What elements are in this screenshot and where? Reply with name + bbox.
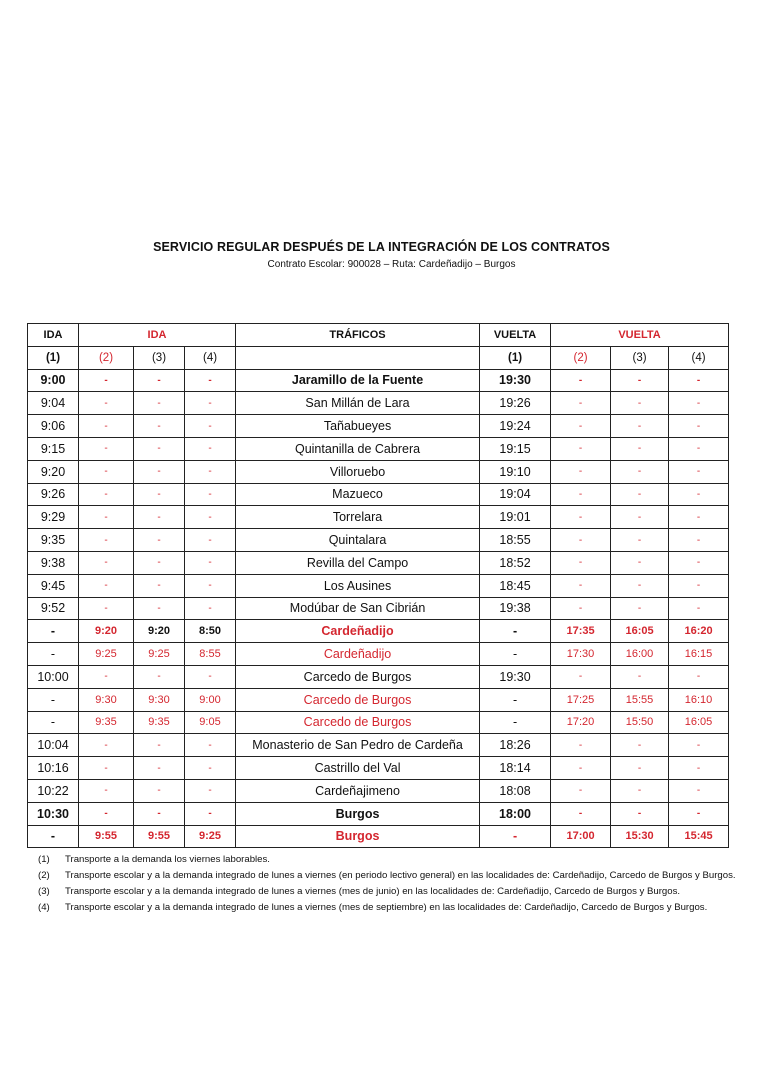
ida4-cell: - xyxy=(185,506,236,529)
vuelta4-cell: - xyxy=(669,779,729,802)
ida4-cell: - xyxy=(185,529,236,552)
vuelta3-cell: - xyxy=(611,415,669,438)
vuelta2-cell: - xyxy=(551,665,611,688)
vuelta4-cell: - xyxy=(669,574,729,597)
ida3-cell: - xyxy=(134,665,185,688)
col-vuelta-2: (2) xyxy=(551,346,611,369)
stop-cell: Carcedo de Burgos xyxy=(236,711,480,734)
ida1-cell: - xyxy=(28,620,79,643)
table-row xyxy=(28,506,729,529)
footnote-text: Transporte a la demanda los viernes laborables. xyxy=(65,854,270,865)
vuelta1-cell: 19:38 xyxy=(480,597,551,620)
ida3-cell: 9:25 xyxy=(134,643,185,666)
stop-cell: Burgos xyxy=(236,802,480,825)
vuelta2-cell: - xyxy=(551,437,611,460)
footnote-number: (4) xyxy=(38,902,50,913)
vuelta2-cell: - xyxy=(551,574,611,597)
ida1-cell: 10:04 xyxy=(28,734,79,757)
footnotes xyxy=(38,852,743,916)
ida2-cell: 9:25 xyxy=(79,643,134,666)
vuelta3-cell: - xyxy=(611,734,669,757)
ida1-cell: - xyxy=(28,643,79,666)
ida2-cell: - xyxy=(79,392,134,415)
ida1-cell: - xyxy=(28,825,79,848)
vuelta4-cell: - xyxy=(669,506,729,529)
ida2-cell: 9:55 xyxy=(79,825,134,848)
ida3-cell: - xyxy=(134,392,185,415)
vuelta3-cell: - xyxy=(611,506,669,529)
stop-cell: Jaramillo de la Fuente xyxy=(236,369,480,392)
ida4-cell: - xyxy=(185,757,236,780)
vuelta1-cell: 18:26 xyxy=(480,734,551,757)
ida4-cell: 9:05 xyxy=(185,711,236,734)
ida4-cell: - xyxy=(185,437,236,460)
col-ida-2: (2) xyxy=(79,346,134,369)
ida-header: IDA xyxy=(28,324,79,347)
ida4-cell: - xyxy=(185,415,236,438)
vuelta1-cell: 19:24 xyxy=(480,415,551,438)
vuelta4-cell: 16:05 xyxy=(669,711,729,734)
ida2-cell: - xyxy=(79,437,134,460)
ida2-cell: - xyxy=(79,597,134,620)
vuelta2-cell: 17:25 xyxy=(551,688,611,711)
vuelta3-cell: - xyxy=(611,369,669,392)
vuelta2-cell: - xyxy=(551,392,611,415)
ida4-cell: 9:00 xyxy=(185,688,236,711)
ida3-cell: 9:35 xyxy=(134,711,185,734)
vuelta3-cell: - xyxy=(611,529,669,552)
vuelta2-cell: - xyxy=(551,779,611,802)
ida1-cell: 9:52 xyxy=(28,597,79,620)
footnote-text: Transporte escolar y a la demanda integrado de lunes a viernes (mes de septiembre) en las localidades de: Cardeñadijo, Carcedo de Burgos y Burgos. xyxy=(65,902,708,913)
col-vuelta-4: (4) xyxy=(669,346,729,369)
vuelta4-cell: 16:10 xyxy=(669,688,729,711)
table-row xyxy=(28,551,729,574)
vuelta2-cell: - xyxy=(551,483,611,506)
stop-cell: Burgos xyxy=(236,825,480,848)
col-vuelta-1: (1) xyxy=(480,346,551,369)
vuelta1-cell: 19:30 xyxy=(480,369,551,392)
vuelta1-cell: 19:04 xyxy=(480,483,551,506)
vuelta1-cell: - xyxy=(480,688,551,711)
table-row xyxy=(28,415,729,438)
table-row xyxy=(28,779,729,802)
stop-cell: Mazueco xyxy=(236,483,480,506)
ida1-cell: 9:20 xyxy=(28,460,79,483)
footnote-number: (1) xyxy=(38,854,50,865)
stop-cell: Carcedo de Burgos xyxy=(236,665,480,688)
footnote-number: (3) xyxy=(38,886,50,897)
table-row xyxy=(28,711,729,734)
stop-cell: Cardeñajimeno xyxy=(236,779,480,802)
header-row-2 xyxy=(28,346,729,369)
stop-cell: Tañabueyes xyxy=(236,415,480,438)
ida3-cell: - xyxy=(134,483,185,506)
ida2-cell: - xyxy=(79,802,134,825)
vuelta3-cell: - xyxy=(611,757,669,780)
vuelta4-cell: - xyxy=(669,802,729,825)
ida4-cell: - xyxy=(185,369,236,392)
ida3-cell: 9:20 xyxy=(134,620,185,643)
ida2-cell: 9:35 xyxy=(79,711,134,734)
vuelta4-cell: - xyxy=(669,734,729,757)
table-row xyxy=(28,437,729,460)
stop-cell: Torrelara xyxy=(236,506,480,529)
vuelta2-cell: - xyxy=(551,506,611,529)
vuelta1-cell: 18:45 xyxy=(480,574,551,597)
ida2-cell: - xyxy=(79,506,134,529)
table-row xyxy=(28,369,729,392)
ida4-cell: - xyxy=(185,734,236,757)
vuelta4-cell: - xyxy=(669,665,729,688)
stop-cell: San Millán de Lara xyxy=(236,392,480,415)
vuelta3-cell: - xyxy=(611,437,669,460)
ida4-cell: 8:55 xyxy=(185,643,236,666)
col-ida-3: (3) xyxy=(134,346,185,369)
vuelta1-cell: 18:00 xyxy=(480,802,551,825)
table-row xyxy=(28,734,729,757)
vuelta1-cell: 18:08 xyxy=(480,779,551,802)
ida1-cell: 9:26 xyxy=(28,483,79,506)
header-row-1 xyxy=(28,324,729,347)
table-row xyxy=(28,597,729,620)
ida3-cell: - xyxy=(134,757,185,780)
ida3-cell: - xyxy=(134,574,185,597)
vuelta2-cell: - xyxy=(551,734,611,757)
ida3-cell: - xyxy=(134,779,185,802)
table-row xyxy=(28,643,729,666)
footnote xyxy=(38,868,743,884)
vuelta2-cell: 17:30 xyxy=(551,643,611,666)
vuelta2-cell: 17:20 xyxy=(551,711,611,734)
vuelta3-cell: 16:00 xyxy=(611,643,669,666)
ida3-cell: - xyxy=(134,460,185,483)
ida2-cell: - xyxy=(79,665,134,688)
vuelta4-cell: 16:20 xyxy=(669,620,729,643)
ida1-cell: 9:06 xyxy=(28,415,79,438)
stop-cell: Castrillo del Val xyxy=(236,757,480,780)
ida3-cell: - xyxy=(134,551,185,574)
vuelta3-cell: - xyxy=(611,665,669,688)
ida1-cell: 9:35 xyxy=(28,529,79,552)
table-row xyxy=(28,757,729,780)
ida4-cell: - xyxy=(185,551,236,574)
stop-cell: Carcedo de Burgos xyxy=(236,688,480,711)
ida2-cell: 9:20 xyxy=(79,620,134,643)
ida1-cell: 9:04 xyxy=(28,392,79,415)
page-title: SERVICIO REGULAR DESPUÉS DE LA INTEGRACIÓN DE LOS CONTRATOS xyxy=(153,240,610,254)
ida1-cell: - xyxy=(28,688,79,711)
col-ida-4: (4) xyxy=(185,346,236,369)
table-row xyxy=(28,620,729,643)
vuelta4-cell: - xyxy=(669,757,729,780)
vuelta2-cell: 17:00 xyxy=(551,825,611,848)
table-row xyxy=(28,574,729,597)
footnote-text: Transporte escolar y a la demanda integrado de lunes a viernes (en periodo lectivo general) en las localidades de: Cardeñadijo, Carcedo de Burgos y Burgos. xyxy=(65,870,736,881)
ida2-cell: - xyxy=(79,779,134,802)
vuelta3-cell: - xyxy=(611,460,669,483)
footnote xyxy=(38,884,743,900)
ida3-cell: - xyxy=(134,734,185,757)
ida2-cell: - xyxy=(79,574,134,597)
vuelta4-cell: - xyxy=(669,415,729,438)
vuelta4-cell: - xyxy=(669,392,729,415)
vuelta1-cell: 19:26 xyxy=(480,392,551,415)
stop-cell: Quintalara xyxy=(236,529,480,552)
table-row xyxy=(28,802,729,825)
vuelta4-cell: 15:45 xyxy=(669,825,729,848)
vuelta2-cell: 17:35 xyxy=(551,620,611,643)
vuelta2-cell: - xyxy=(551,597,611,620)
stop-cell: Quintanilla de Cabrera xyxy=(236,437,480,460)
ida2-cell: - xyxy=(79,369,134,392)
vuelta3-cell: - xyxy=(611,574,669,597)
ida3-cell: 9:30 xyxy=(134,688,185,711)
ida4-cell: - xyxy=(185,802,236,825)
footnote-text: Transporte escolar y a la demanda integrado de lunes a viernes (mes de junio) en las localidades de: Cardeñadijo, Carcedo de Burgos y Burgos. xyxy=(65,886,681,897)
vuelta4-cell: - xyxy=(669,437,729,460)
ida3-cell: - xyxy=(134,369,185,392)
ida1-cell: 10:22 xyxy=(28,779,79,802)
ida1-cell: - xyxy=(28,711,79,734)
table-row xyxy=(28,392,729,415)
ida4-cell: 9:25 xyxy=(185,825,236,848)
ida1-cell: 9:45 xyxy=(28,574,79,597)
ida-group-header: IDA xyxy=(79,324,236,347)
vuelta-header: VUELTA xyxy=(480,324,551,347)
vuelta2-cell: - xyxy=(551,460,611,483)
schedule-table xyxy=(27,323,729,848)
vuelta4-cell: 16:15 xyxy=(669,643,729,666)
vuelta4-cell: - xyxy=(669,597,729,620)
vuelta4-cell: - xyxy=(669,529,729,552)
footnote xyxy=(38,852,743,868)
ida2-cell: - xyxy=(79,551,134,574)
ida2-cell: - xyxy=(79,415,134,438)
contract-subtitle: Contrato Escolar: 900028 – Ruta: Cardeñadijo – Burgos xyxy=(267,259,516,270)
vuelta3-cell: - xyxy=(611,779,669,802)
vuelta2-cell: - xyxy=(551,415,611,438)
ida3-cell: - xyxy=(134,437,185,460)
stop-cell: Modúbar de San Cibrián xyxy=(236,597,480,620)
vuelta3-cell: - xyxy=(611,483,669,506)
vuelta3-cell: - xyxy=(611,392,669,415)
vuelta2-cell: - xyxy=(551,757,611,780)
footnote xyxy=(38,900,743,916)
vuelta2-cell: - xyxy=(551,529,611,552)
vuelta4-cell: - xyxy=(669,551,729,574)
stop-cell: Monasterio de San Pedro de Cardeña xyxy=(236,734,480,757)
vuelta-group-header: VUELTA xyxy=(551,324,729,347)
col-traficos xyxy=(236,346,480,369)
vuelta1-cell: - xyxy=(480,620,551,643)
vuelta3-cell: - xyxy=(611,551,669,574)
col-ida-1: (1) xyxy=(28,346,79,369)
vuelta3-cell: - xyxy=(611,597,669,620)
ida1-cell: 9:38 xyxy=(28,551,79,574)
vuelta1-cell: 19:10 xyxy=(480,460,551,483)
footnote-number: (2) xyxy=(38,870,50,881)
traficos-header: TRÁFICOS xyxy=(236,324,480,347)
ida4-cell: - xyxy=(185,460,236,483)
vuelta1-cell: 18:55 xyxy=(480,529,551,552)
vuelta1-cell: 19:30 xyxy=(480,665,551,688)
stop-cell: Villoruebo xyxy=(236,460,480,483)
vuelta1-cell: - xyxy=(480,643,551,666)
ida4-cell: - xyxy=(185,483,236,506)
table-row xyxy=(28,460,729,483)
ida1-cell: 9:15 xyxy=(28,437,79,460)
stop-cell: Revilla del Campo xyxy=(236,551,480,574)
vuelta2-cell: - xyxy=(551,802,611,825)
vuelta3-cell: 16:05 xyxy=(611,620,669,643)
ida1-cell: 10:30 xyxy=(28,802,79,825)
table-row xyxy=(28,483,729,506)
ida2-cell: - xyxy=(79,529,134,552)
ida2-cell: - xyxy=(79,734,134,757)
table-row xyxy=(28,688,729,711)
vuelta4-cell: - xyxy=(669,460,729,483)
ida3-cell: - xyxy=(134,529,185,552)
vuelta3-cell: 15:50 xyxy=(611,711,669,734)
ida2-cell: - xyxy=(79,757,134,780)
vuelta2-cell: - xyxy=(551,369,611,392)
vuelta1-cell: 18:52 xyxy=(480,551,551,574)
ida3-cell: - xyxy=(134,597,185,620)
vuelta1-cell: - xyxy=(480,825,551,848)
vuelta3-cell: 15:55 xyxy=(611,688,669,711)
ida4-cell: - xyxy=(185,597,236,620)
table-row xyxy=(28,665,729,688)
ida3-cell: - xyxy=(134,802,185,825)
vuelta1-cell: 19:01 xyxy=(480,506,551,529)
ida3-cell: 9:55 xyxy=(134,825,185,848)
ida4-cell: - xyxy=(185,574,236,597)
ida3-cell: - xyxy=(134,415,185,438)
vuelta1-cell: 19:15 xyxy=(480,437,551,460)
table-row xyxy=(28,529,729,552)
ida2-cell: - xyxy=(79,460,134,483)
vuelta4-cell: - xyxy=(669,369,729,392)
vuelta3-cell: - xyxy=(611,802,669,825)
stop-cell: Cardeñadijo xyxy=(236,643,480,666)
ida2-cell: - xyxy=(79,483,134,506)
vuelta1-cell: 18:14 xyxy=(480,757,551,780)
ida1-cell: 9:00 xyxy=(28,369,79,392)
stop-cell: Cardeñadijo xyxy=(236,620,480,643)
ida2-cell: 9:30 xyxy=(79,688,134,711)
vuelta2-cell: - xyxy=(551,551,611,574)
col-vuelta-3: (3) xyxy=(611,346,669,369)
ida1-cell: 10:16 xyxy=(28,757,79,780)
ida4-cell: - xyxy=(185,392,236,415)
stop-cell: Los Ausines xyxy=(236,574,480,597)
vuelta1-cell: - xyxy=(480,711,551,734)
table-row xyxy=(28,825,729,848)
ida1-cell: 9:29 xyxy=(28,506,79,529)
ida1-cell: 10:00 xyxy=(28,665,79,688)
ida4-cell: 8:50 xyxy=(185,620,236,643)
ida4-cell: - xyxy=(185,665,236,688)
vuelta4-cell: - xyxy=(669,483,729,506)
ida3-cell: - xyxy=(134,506,185,529)
vuelta3-cell: 15:30 xyxy=(611,825,669,848)
ida4-cell: - xyxy=(185,779,236,802)
